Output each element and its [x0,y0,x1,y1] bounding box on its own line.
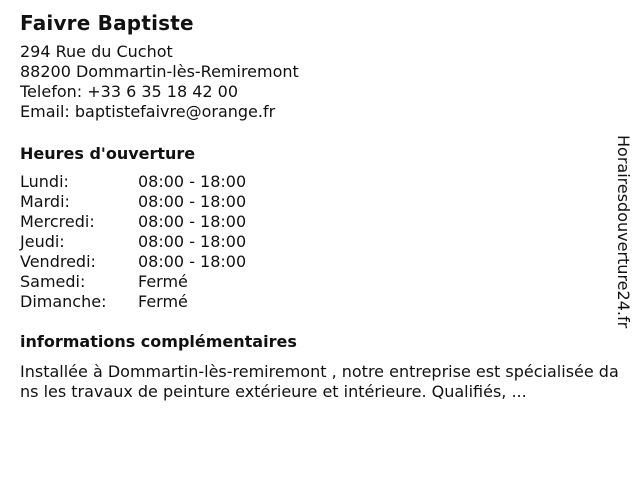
day-hours: Fermé [138,272,188,291]
day-hours: 08:00 - 18:00 [138,232,247,251]
address-street: 294 Rue du Cuchot [20,42,173,61]
day-hours: 08:00 - 18:00 [138,172,247,191]
address-city: 88200 Dommartin-lès-Remiremont [20,62,299,81]
hours-row-saturday [20,272,620,292]
day-label: Vendredi: [20,252,96,271]
site-watermark: Horairesdouverture24.fr [614,135,633,329]
hours-row-thursday [20,232,620,252]
hours-row-wednesday [20,212,620,232]
day-hours: 08:00 - 18:00 [138,192,247,211]
hours-row-tuesday [20,192,620,212]
day-hours: Fermé [138,292,188,311]
day-label: Dimanche: [20,292,107,311]
hours-row-friday [20,252,620,272]
day-label: Lundi: [20,172,69,191]
hours-row-monday [20,172,620,192]
business-name: Faivre Baptiste [20,11,194,35]
phone-number: Telefon: +33 6 35 18 42 00 [20,82,239,101]
day-hours: 08:00 - 18:00 [138,212,247,231]
email-address: Email: baptistefaivre@orange.fr [20,102,276,121]
day-hours: 08:00 - 18:00 [138,252,247,271]
hours-row-sunday [20,292,620,312]
additional-info-title: informations complémentaires [20,332,297,351]
day-label: Samedi: [20,272,86,291]
business-card [20,10,620,402]
opening-hours-title: Heures d'ouverture [20,144,196,163]
day-label: Mercredi: [20,212,95,231]
day-label: Jeudi: [20,232,65,251]
day-label: Mardi: [20,192,70,211]
business-description: Installée à Dommartin-lès-remiremont , notre entreprise est spécialisée dans les travaux de peinture extérieure et intérieure. Qualifiés, ... [20,362,619,401]
opening-hours-table [20,172,620,312]
